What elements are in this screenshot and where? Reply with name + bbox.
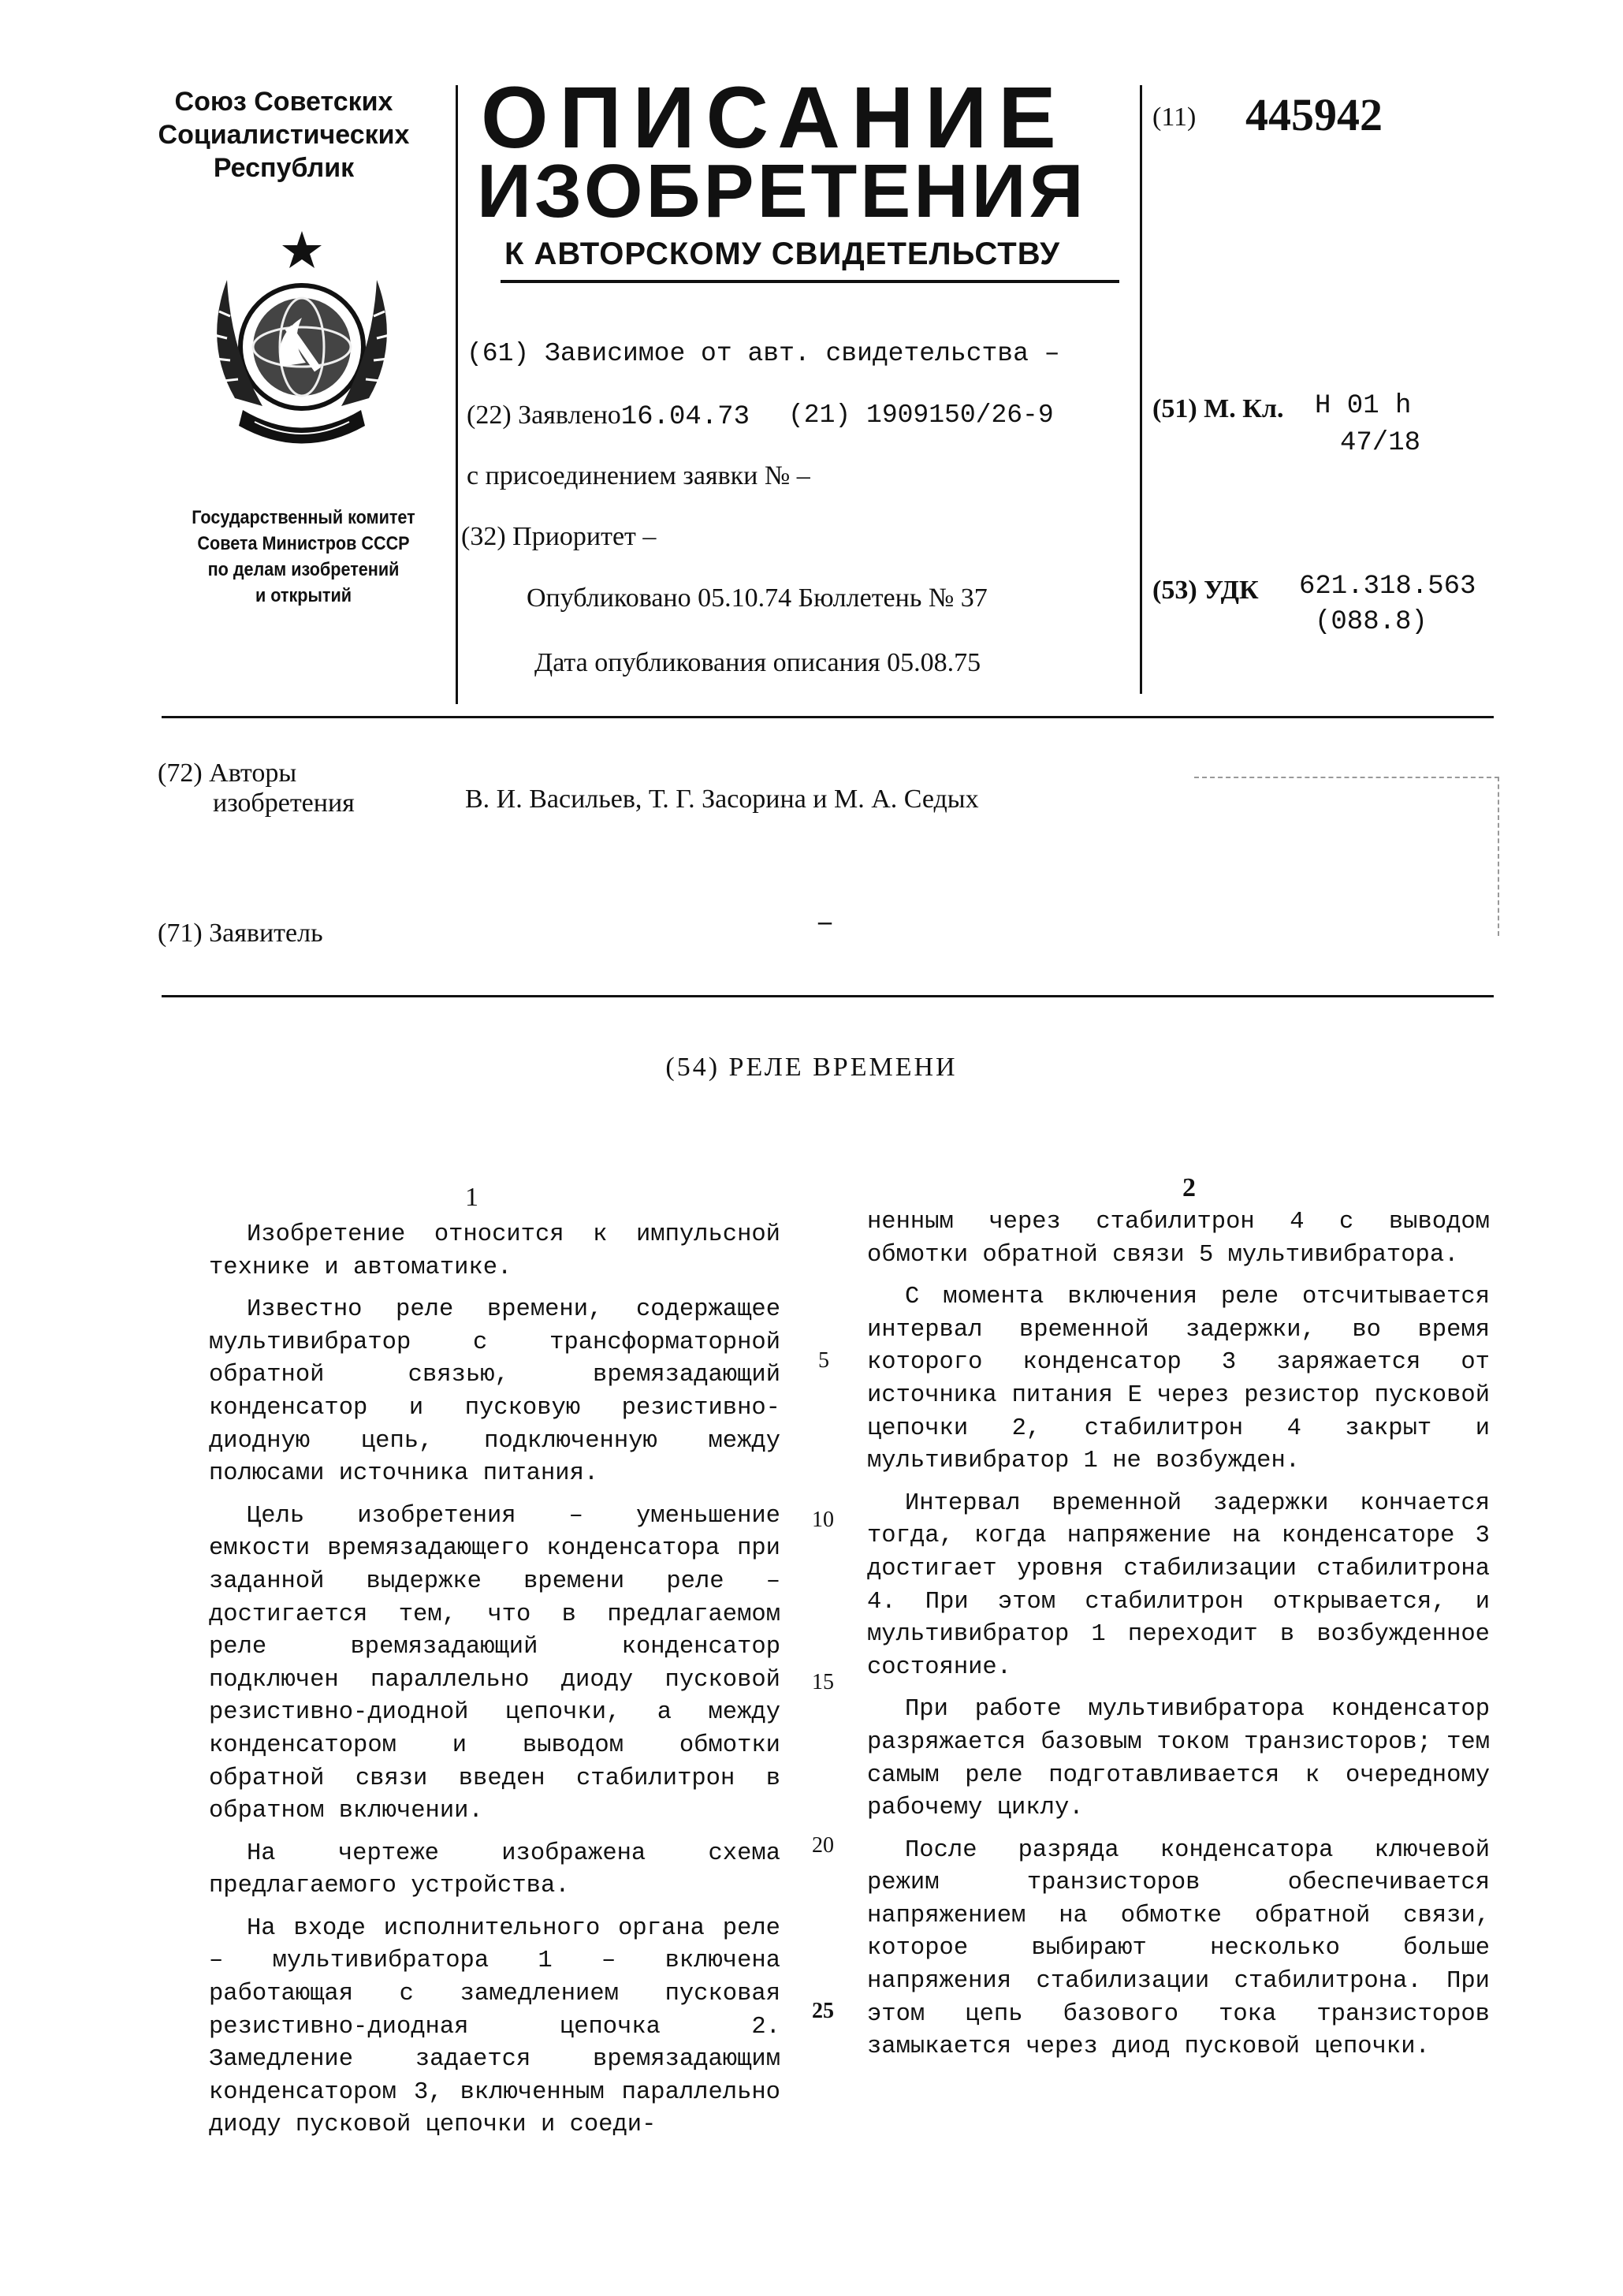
field-21: (21) 1909150/26-9 xyxy=(788,401,1054,430)
committee-line: Совета Министров СССР xyxy=(197,533,410,554)
document-title-2: ИЗОБРЕТЕНИЯ xyxy=(477,149,1087,233)
issuer-line: Союз Советских xyxy=(174,87,393,117)
authors-label-line: (72) Авторы xyxy=(158,758,297,788)
field-61: (61) Зависимое от авт. свидетельства – xyxy=(467,339,1060,368)
field-addition: с присоединением заявки № – xyxy=(467,461,810,490)
paragraph: При работе мультивибратора конденсатор разряжается базовым током транзисторов; тем самым реле подготавливается к очередному рабочему циклу. xyxy=(867,1696,1490,1822)
line-number: 5 xyxy=(818,1348,829,1373)
line-number: 15 xyxy=(812,1670,834,1694)
paragraph: На чертеже изображена схема предлагаемого устройства. xyxy=(209,1839,780,1900)
document-title: ОПИСАНИЕ xyxy=(481,69,1067,166)
applicant-label: (71) Заявитель xyxy=(158,919,323,948)
paragraph: Интервал временной задержки кончается тогда, когда напряжение на конденсаторе 3 достигает уровня стабилизации стабилитрона 4. При этом стабилитрон открывается, и мультивибратор 1 переходит в возбужденное состояние. xyxy=(867,1489,1490,1681)
issuer-country xyxy=(126,85,441,184)
field-51-value: H 01 h xyxy=(1315,391,1412,421)
field-51-label: (51) М. Кл. xyxy=(1152,394,1284,423)
committee-line: и открытий xyxy=(255,585,352,606)
field-published: Опубликовано 05.10.74 Бюллетень № 37 xyxy=(527,583,988,613)
field-53-value-2: (088.8) xyxy=(1315,607,1428,637)
header-divider-left xyxy=(456,85,458,704)
applicant-value: – xyxy=(818,907,832,936)
committee-line: Государственный комитет xyxy=(192,507,415,528)
paragraph: На входе исполнительного органа реле – мультивибратора 1 – включена работающая с замедлением пусковая резистивно-диодная цепочка 2. Замедление задается времязадающим конденсатором 3, включенным параллельно диоду пусковой цепочки и соеди- xyxy=(209,1914,780,2139)
paragraph: Цель изобретения – уменьшение емкости времязадающего конденсатора при заданной выдержке времени реле – достигается тем, что в предлагаемом реле времязадающий конденсатор подключен параллельно диоду пусковой резистивно-диодной цепочки, а между конденсатором и выводом обмотки обратной связи введен стабилитрон в обратном включении. xyxy=(209,1502,780,1825)
field-22-date: 16.04.73 xyxy=(620,402,750,432)
paragraph: Изобретение относится к импульсной технике и автоматике. xyxy=(209,1221,780,1281)
issuer-line: Социалистических xyxy=(158,120,410,150)
patent-number-code: (11) xyxy=(1152,102,1197,132)
line-number: 10 xyxy=(812,1508,834,1532)
document-subtitle: К АВТОРСКОМУ СВИДЕТЕЛЬСТВУ xyxy=(504,237,1060,271)
field-22 xyxy=(467,401,750,432)
patent-number: 445942 xyxy=(1245,89,1383,140)
section-title: (54) РЕЛЕ ВРЕМЕНИ xyxy=(665,1053,958,1082)
paragraph: После разряда конденсатора ключевой режим транзисторов обеспечивается напряжением на обмотке обратной связи, которое выбирают несколько больше напряжения стабилизации стабилитрона. При этом цепь базового тока транзисторов замыкается через диод пусковой цепочки. xyxy=(867,1836,1490,2061)
authors-label xyxy=(158,758,355,818)
header-divider-right xyxy=(1140,85,1142,694)
field-description-date: Дата опубликования описания 05.08.75 xyxy=(534,648,981,677)
paragraph: С момента включения реле отсчитывается интервал временной задержки, во время которого конденсатор 3 заряжается от источника питания Е через резистор пусковой цепочки 2, стабилитрон 4 закрыт и мультивибратор 1 не возбужден. xyxy=(867,1284,1490,1475)
field-53-value: 621.318.563 xyxy=(1299,572,1476,602)
field-22-label: (22) Заявлено xyxy=(467,401,621,430)
line-number: 20 xyxy=(812,1833,834,1858)
authors-label-line: изобретения xyxy=(213,788,355,818)
issuer-line: Республик xyxy=(213,153,355,183)
authors-names: В. И. Васильев, Т. Г. Засорина и М. А. Седых xyxy=(465,785,979,814)
issuing-committee xyxy=(173,505,435,609)
stamp-box xyxy=(1194,777,1499,936)
column-2 xyxy=(867,1206,1490,2064)
header-bottom-rule xyxy=(162,716,1494,718)
column-number-1: 1 xyxy=(465,1183,478,1212)
authors-bottom-rule xyxy=(162,995,1494,997)
paragraph: ненным через стабилитрон 4 с выводом обмотки обратной связи 5 мультивибратора. xyxy=(867,1209,1490,1269)
column-1 xyxy=(209,1219,780,2142)
column-number-2: 2 xyxy=(1182,1173,1196,1202)
ussr-emblem-icon xyxy=(188,225,416,461)
line-number: 25 xyxy=(812,1999,834,2023)
committee-line: по делам изобретений xyxy=(207,559,400,580)
field-51-value-2: 47/18 xyxy=(1340,428,1421,458)
field-53-label: (53) УДК xyxy=(1152,576,1259,605)
paragraph: Известно реле времени, содержащее мультивибратор с трансформаторной обратной связью, времязадающий конденсатор и пусковую резистивно-диодную цепь, подключенную между полюсами источника питания. xyxy=(209,1296,780,1488)
field-32: (32) Приоритет – xyxy=(461,522,657,551)
subtitle-underline xyxy=(501,280,1119,283)
